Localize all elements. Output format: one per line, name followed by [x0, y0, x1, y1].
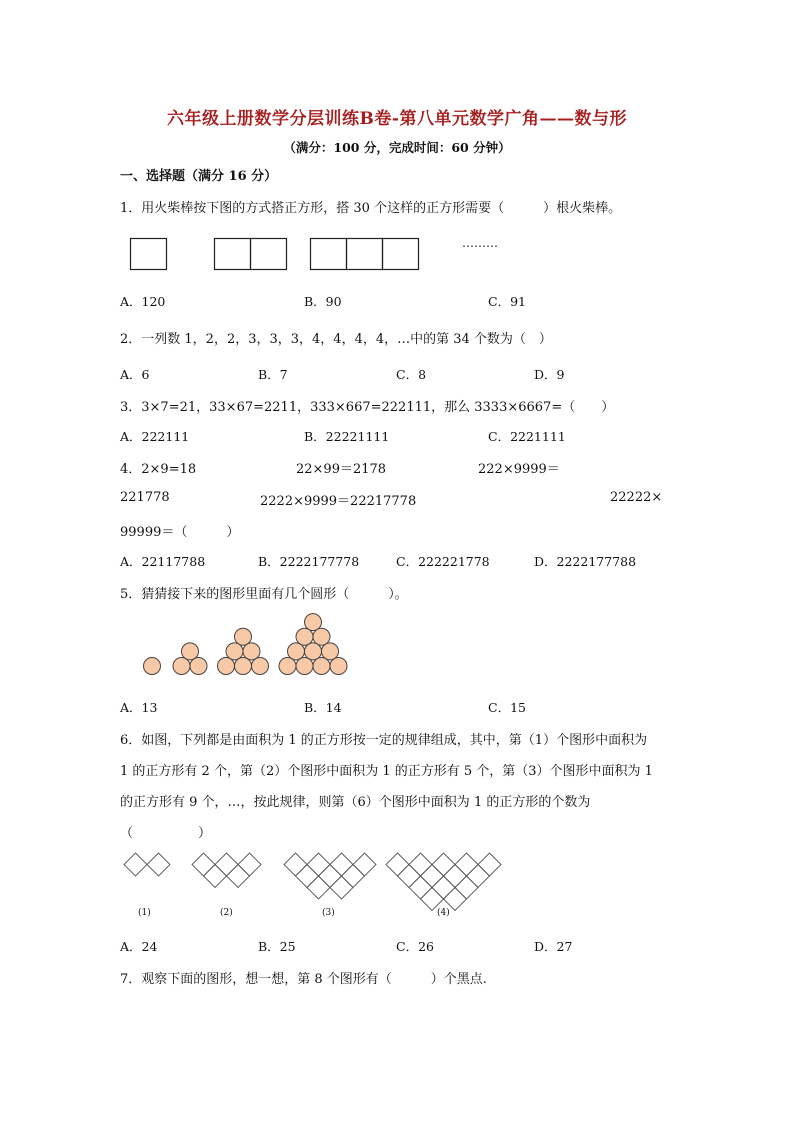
q4-option-a: A．22117788 [120, 554, 206, 569]
diamond-square [342, 865, 365, 888]
circle-mark [288, 643, 305, 660]
circle-mark [226, 643, 243, 660]
question-6-line-4: （ ） [120, 826, 212, 841]
match-square-3a [311, 239, 347, 270]
section-heading: 一、选择题（满分 16 分） [120, 169, 278, 184]
question-4-part-4: 221778 [120, 490, 170, 505]
q1-option-a: A．120 [120, 294, 166, 309]
question-4-part-3: 222×9999＝ [478, 462, 560, 477]
diamond-square [307, 853, 330, 876]
circle-mark [313, 628, 330, 645]
q4-option-d: D．2222177788 [534, 554, 637, 569]
diamond-square [432, 853, 455, 876]
question-6-line-2: 1 的正方形有 2 个，第（2）个图形中面积为 1 的正方形有 5 个，第（3）个图形中面积为 1 [120, 764, 653, 779]
question-4-part-2: 22×99＝2178 [296, 462, 387, 477]
question-3: 3．3×7=21，33×67=2211，333×667=222111，那么 3333×6667=（ ） [120, 400, 615, 415]
question-6-line-1: 6．如图，下列都是由面积为 1 的正方形按一定的规律组成，其中，第（1）个图形中面积为 [120, 733, 648, 748]
diamond-square [192, 853, 215, 876]
diamond-square [124, 853, 147, 876]
q6-option-b: B．25 [258, 939, 296, 954]
q3-option-a: A．222111 [120, 429, 190, 444]
diamond-square [284, 853, 307, 876]
diamond-square [409, 853, 432, 876]
match-square-3c [383, 239, 419, 270]
question-1: 1．用火柴棒按下图的方式搭正方形，搭 30 个这样的正方形需要（ ）根火柴棒。 [120, 201, 622, 216]
question-5: 5．猜猜接下来的图形里面有几个圆形（ ）。 [120, 587, 408, 602]
diamond-square [147, 853, 170, 876]
match-square-2b [251, 239, 287, 270]
q2-option-b: B．7 [258, 367, 288, 382]
matchstick-figure [0, 0, 794, 300]
q4-option-c: C．222221778 [396, 554, 490, 569]
circle-mark [252, 658, 269, 675]
diamond-square [398, 865, 421, 888]
circle-mark [235, 628, 252, 645]
circle-mark [243, 643, 260, 660]
match-square-3b [347, 239, 383, 270]
q1-option-b: B．90 [304, 294, 342, 309]
q2-option-a: A．6 [120, 367, 150, 382]
question-4-part-7: 99999＝（ ） [120, 525, 240, 540]
diamond-square [296, 865, 319, 888]
q1-option-c: C．91 [488, 294, 526, 309]
q2-option-d: D．9 [534, 367, 565, 382]
diamond-square [319, 865, 342, 888]
figure-label-2: (2) [220, 908, 233, 918]
ellipsis: ……… [462, 236, 498, 250]
diamond-square [215, 853, 238, 876]
diamond-square [330, 876, 353, 899]
question-7: 7．观察下面的图形，想一想，第 8 个图形有（ ）个黑点. [120, 972, 487, 987]
diamond-square [386, 853, 409, 876]
page-title: 六年级上册数学分层训练B卷-第八单元数学广角——数与形 [167, 109, 627, 129]
circle-mark [322, 643, 339, 660]
question-6-line-3: 的正方形有 9 个，…，按此规律，则第（6）个图形中面积为 1 的正方形的个数为 [120, 795, 591, 810]
q6-option-c: C．26 [396, 939, 434, 954]
circle-mark [144, 658, 161, 675]
diamond-square [227, 865, 250, 888]
circle-mark [305, 614, 322, 631]
match-square-1 [131, 239, 167, 270]
circle-mark [182, 643, 199, 660]
q5-option-b: B．14 [304, 700, 342, 715]
diamond-square [478, 853, 501, 876]
q6-option-d: D．27 [534, 939, 573, 954]
diamond-square [307, 876, 330, 899]
diamond-square [238, 853, 261, 876]
question-4-part-5: 2222×9999＝22217778 [260, 494, 417, 509]
circle-mark [305, 643, 322, 660]
q6-option-a: A．24 [120, 939, 158, 954]
q4-option-b: B．2222177778 [258, 554, 360, 569]
figure-label-1: (1) [138, 908, 151, 918]
diamond-square [353, 853, 376, 876]
diamond-square [444, 865, 467, 888]
diamond-square [421, 865, 444, 888]
q2-option-c: C．8 [396, 367, 427, 382]
question-4-part-1: 4．2×9=18 [120, 462, 197, 477]
figure-label-4: (4) [437, 908, 450, 918]
page-subtitle: （满分：100 分，完成时间：60 分钟） [283, 140, 511, 155]
circle-mark [279, 658, 296, 675]
diamond-square [409, 876, 432, 899]
circle-mark [235, 658, 252, 675]
circle-mark [190, 658, 207, 675]
diamond-square [455, 876, 478, 899]
diamond-square [204, 865, 227, 888]
circle-mark [296, 628, 313, 645]
circle-mark [296, 658, 313, 675]
diamond-square [432, 876, 455, 899]
diamond-square [467, 865, 490, 888]
q3-option-b: B．22221111 [304, 429, 390, 444]
match-square-2a [215, 239, 251, 270]
question-2: 2．一列数 1，2，2，3，3，3，4，4，4，4，…中的第 34 个数为（ ） [120, 332, 552, 347]
figure-label-3: (3) [322, 908, 335, 918]
diamond-square [455, 853, 478, 876]
q3-option-c: C．2221111 [488, 429, 566, 444]
q5-option-c: C．15 [488, 700, 526, 715]
circle-mark [218, 658, 235, 675]
circle-mark [313, 658, 330, 675]
q5-option-a: A．13 [120, 700, 158, 715]
diamond-square-figure [0, 845, 794, 895]
circle-mark [173, 658, 190, 675]
circle-triangle-figure [0, 600, 794, 690]
diamond-square [330, 853, 353, 876]
question-4-part-6: 22222× [610, 490, 663, 505]
circle-mark [330, 658, 347, 675]
